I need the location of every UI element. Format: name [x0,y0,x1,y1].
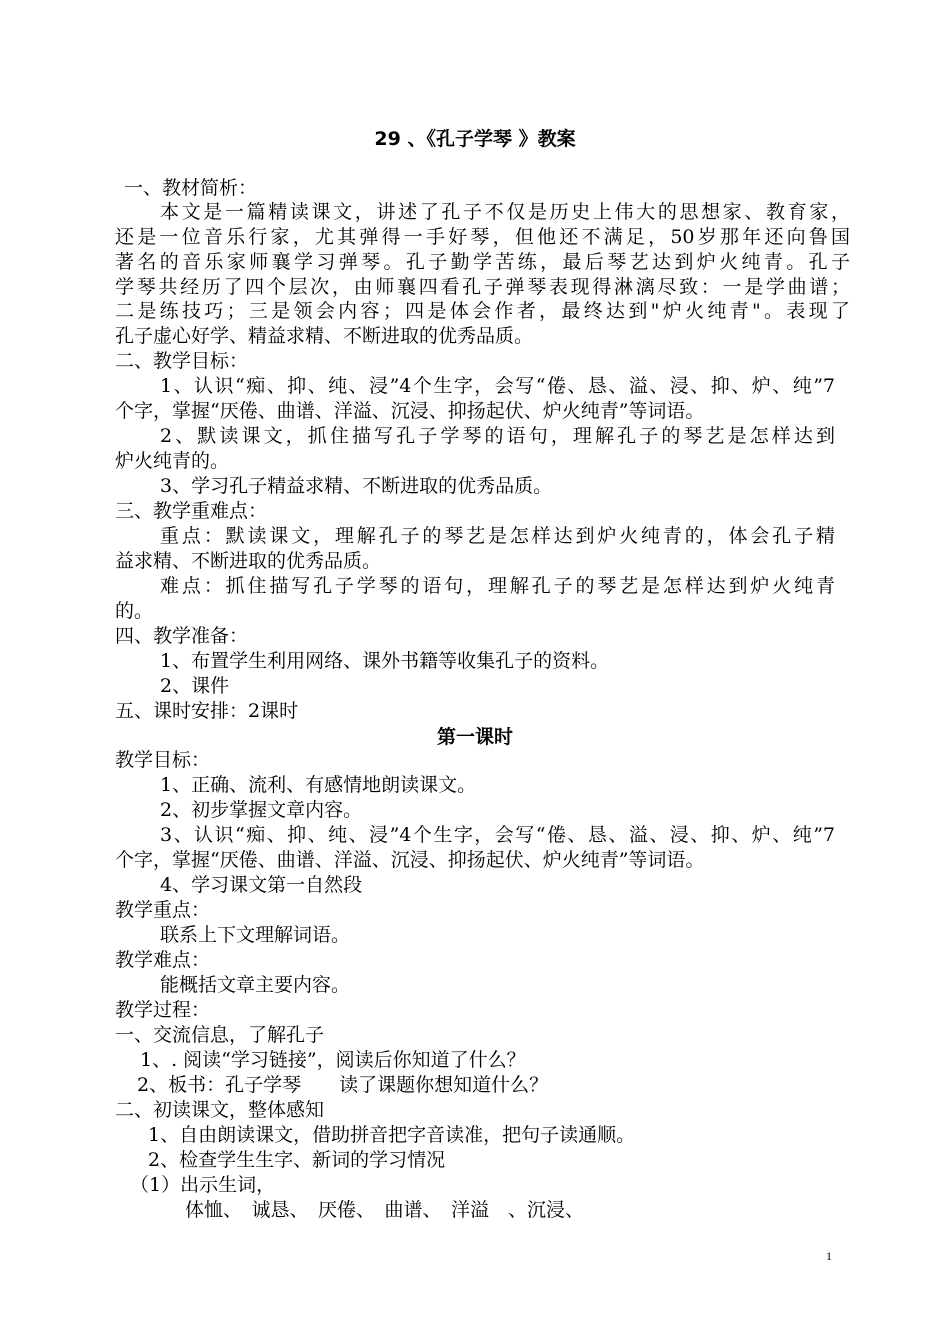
paragraph-line: 二是练技巧；三是领会内容；四是体会作者，最终达到"炉火纯青"。表现了 [115,300,850,322]
list-item: 1、布置学生利用网络、课外书籍等收集孔子的资料。 [160,650,610,672]
paragraph-line: 联系上下文理解词语。 [160,924,351,946]
list-item: 个字，掌握“厌倦、曲谱、洋溢、沉浸、抑扬起伏、炉火纯青”等词语。 [115,849,705,871]
list-item: 2、课件 [160,675,230,697]
heading-textbook-analysis: 一、教材简析： [124,177,258,199]
paragraph-line: 能概括文章主要内容。 [160,974,351,996]
paragraph-line: 的。 [115,600,154,622]
step-heading: 一、交流信息，了解孔子 [115,1024,325,1046]
heading-schedule: 五、课时安排：2课时 [115,700,299,722]
list-item: 1、自由朗读课文，借助拼音把字音读准，把句子读通顺。 [148,1124,636,1146]
list-item: 3、认识“痴、抑、纯、浸”4个生字，会写“倦、恳、溢、浸、抑、炉、纯”7 [160,824,835,846]
paragraph-line: 孔子虚心好学、精益求精、不断进取的优秀品质。 [115,325,534,347]
list-item: 2、初步掌握文章内容。 [160,799,363,821]
list-item: 4、学习课文第一自然段 [160,874,363,896]
paragraph-line: 难点：抓住描写孔子学琴的语句，理解孔子的琴艺是怎样达到炉火纯青 [160,575,835,597]
word-list: 体恤、 诚恳、 厌倦、 曲谱、 洋溢 、沉浸、 [185,1199,585,1221]
page-number: 1 [826,1249,832,1263]
heading-lesson-difficulty: 教学难点： [115,949,211,971]
list-item: 2、默读课文，抓住描写孔子学琴的语句，理解孔子的琴艺是怎样达到 [160,425,835,447]
step-heading: 二、初读课文，整体感知 [115,1099,325,1121]
heading-lesson-goals: 教学目标： [115,749,211,771]
heading-preparation: 四、教学准备： [115,625,249,647]
list-item: 1、. 阅读“学习链接”，阅读后你知道了什么？ [140,1049,526,1071]
heading-teaching-goals: 二、教学目标： [115,350,249,372]
list-item: 2、检查学生生字、新词的学习情况 [148,1149,446,1171]
list-item: 炉火纯青的。 [115,450,230,472]
document-title: 29 、《孔子学琴 》教案 [374,128,576,150]
paragraph-line: 学琴共经历了四个层次，由师襄四看孔子弹琴表现得淋漓尽致：一是学曲谱； [115,276,850,298]
list-item: （1）出示生词， [130,1174,276,1196]
paragraph-line: 著名的音乐家师襄学习弹琴。孔子勤学苦练，最后琴艺达到炉火纯青。孔子 [115,251,850,273]
paragraph-line: 还是一位音乐行家，尤其弹得一手好琴，但他还不满足，50岁那年还向鲁国 [115,226,850,248]
list-item: 3、学习孔子精益求精、不断进取的优秀品质。 [160,475,553,497]
list-item: 1、正确、流利、有感情地朗读课文。 [160,774,477,796]
list-item: 个字，掌握“厌倦、曲谱、洋溢、沉浸、抑扬起伏、炉火纯青”等词语。 [115,400,705,422]
heading-key-points: 三、教学重难点： [115,500,268,522]
paragraph-line: 益求精、不断进取的优秀品质。 [115,550,382,572]
paragraph-line: 本文是一篇精读课文，讲述了孔子不仅是历史上伟大的思想家、教育家， [160,201,850,223]
heading-process: 教学过程： [115,999,211,1021]
heading-lesson-key: 教学重点： [115,899,211,921]
section-title: 第一课时 [436,726,513,748]
paragraph-line: 重点：默读课文，理解孔子的琴艺是怎样达到炉火纯青的，体会孔子精 [160,525,835,547]
list-item: 2、板书：孔子学琴 读了课题你想知道什么？ [137,1074,549,1096]
list-item: 1、认识“痴、抑、纯、浸”4个生字，会写“倦、恳、溢、浸、抑、炉、纯”7 [160,375,835,397]
